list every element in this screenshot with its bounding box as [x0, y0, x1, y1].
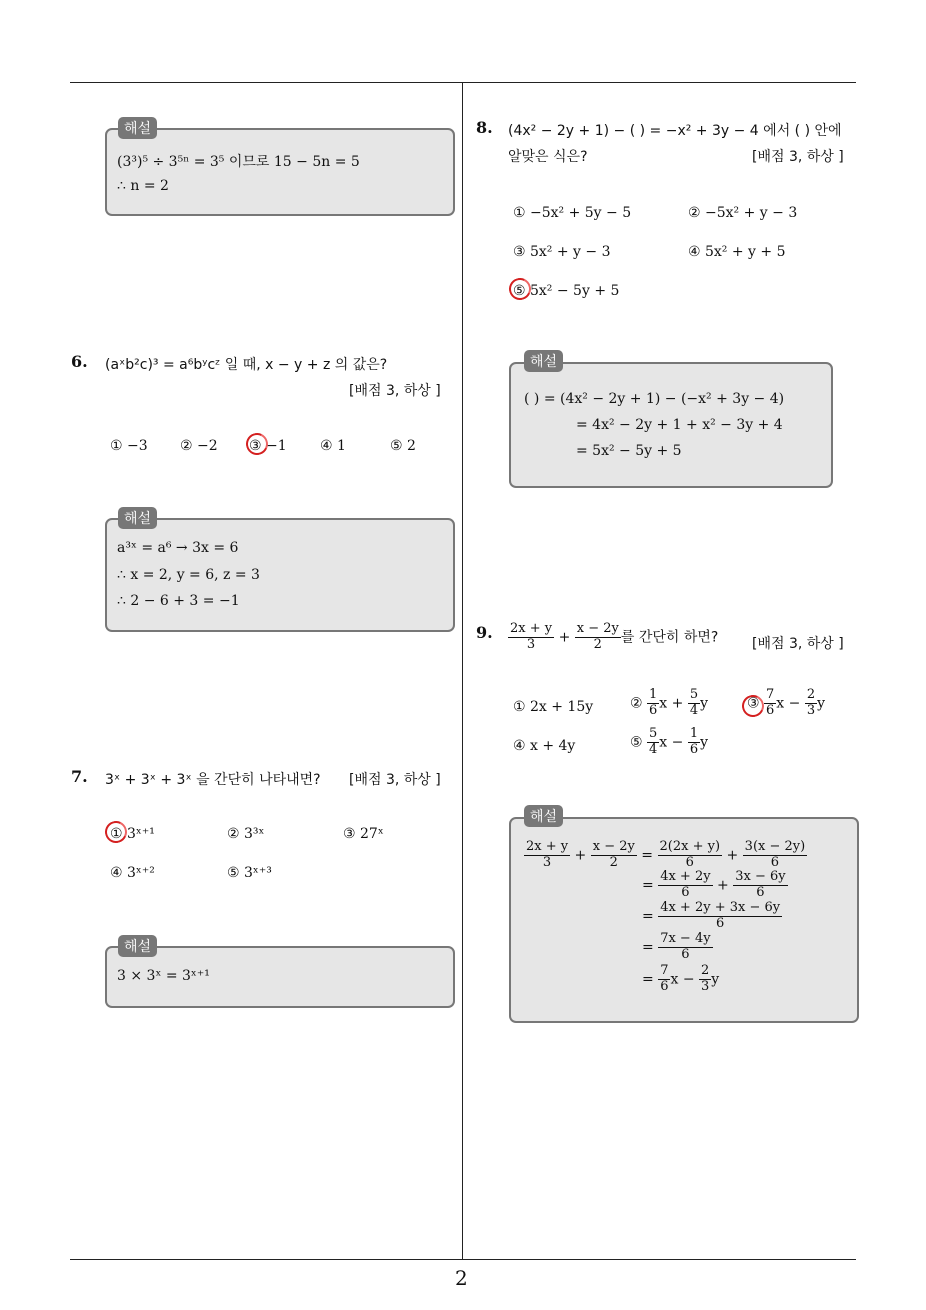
q7-option-5[interactable]: ⑤ 3ˣ⁺³ [227, 865, 272, 881]
q8-stem-line-2: 알맞은 식은? [508, 149, 588, 165]
q8-option-1[interactable]: ① −5x² + 5y − 5 [513, 205, 632, 221]
q9-option-1[interactable]: ① 2x + 15y [513, 699, 594, 715]
q9-option-4[interactable]: ④ x + 4y [513, 738, 576, 754]
q6-solution-line-2: ∴ x = 2, y = 6, z = 3 [117, 567, 260, 583]
q8-score: [배점 3, 하상 ] [752, 149, 844, 165]
q9-solution-line-1: $\frac{2x + y}{3}$ + $\frac{x - 2y}{2}$ = $\frac{2(2x + y)}{6}$ + $\frac{3(x - 2y)}{6}$ [526, 839, 806, 870]
q7-solution-line-1: 3 × 3ˣ = 3ˣ⁺¹ [117, 968, 210, 984]
q9-solution-line-2: = $\frac{4x + 2y}{6}$ + $\frac{3x - 6y}{6}$ [642, 869, 786, 900]
q8-option-5[interactable]: ⑤ 5x² − 5y + 5 [513, 283, 620, 299]
top-rule [70, 82, 856, 83]
q6-solution-line-3: ∴ 2 − 6 + 3 = −1 [117, 593, 240, 609]
q6-option-4[interactable]: ④ 1 [320, 438, 346, 454]
q5-solution-line-1: (3³)⁵ ÷ 3⁵ⁿ = 3⁵ 이므로 15 − 5n = 5 [117, 154, 360, 170]
q6-solution-tag: 해설 [118, 507, 157, 529]
q8-stem-line-1: (4x² − 2y + 1) − ( ) = −x² + 3y − 4 에서 ( ) 안에 [508, 123, 842, 139]
q7-option-2[interactable]: ② 3³ˣ [227, 826, 265, 842]
q9-stem-fraction-2: $\frac{x - 2y}{2}$ [576, 621, 619, 652]
column-divider [462, 82, 463, 1260]
q6-option-2[interactable]: ② −2 [180, 438, 218, 454]
q7-stem: 3ˣ + 3ˣ + 3ˣ 을 간단히 나타내면? [105, 772, 321, 788]
q6-option-5[interactable]: ⑤ 2 [390, 438, 416, 454]
q5-solution-box [105, 128, 455, 216]
q7-option-3[interactable]: ③ 27ˣ [343, 826, 384, 842]
q6-stem: (aˣb²c)³ = a⁶bʸcᶻ 일 때, x − y + z 의 값은? [105, 357, 388, 373]
q9-solution-line-3: = $\frac{4x + 2y + 3x - 6y}{6}$ [642, 900, 781, 931]
q8-solution-line-1: ( ) = (4x² − 2y + 1) − (−x² + 3y − 4) [524, 391, 785, 407]
q9-solution-tag: 해설 [524, 805, 563, 827]
q8-option-3[interactable]: ③ 5x² + y − 3 [513, 244, 611, 260]
q6-number: 6. [71, 352, 88, 371]
q7-solution-tag: 해설 [118, 935, 157, 957]
q9-number: 9. [476, 623, 493, 642]
q9-score: [배점 3, 하상 ] [752, 636, 844, 652]
q5-solution-tag: 해설 [118, 117, 157, 139]
q5-solution-line-2: ∴ n = 2 [117, 178, 169, 194]
q9-stem-fraction-1: $\frac{2x + y}{3}$ [510, 621, 553, 652]
q9-option-5[interactable]: ⑤ $\frac{5}{4}$ x − $\frac{1}{6}$ y [630, 726, 709, 757]
q8-option-2[interactable]: ② −5x² + y − 3 [688, 205, 798, 221]
q6-score: [배점 3, 하상 ] [349, 383, 441, 399]
q9-option-2[interactable]: ② $\frac{1}{6}$ x + $\frac{5}{4}$ y [630, 687, 709, 718]
page-number: 2 [455, 1266, 468, 1290]
q7-option-4[interactable]: ④ 3ˣ⁺² [110, 865, 155, 881]
q9-solution-line-4: = $\frac{7x - 4y}{6}$ [642, 931, 711, 962]
q6-solution-line-1: a³ˣ = a⁶ → 3x = 6 [117, 540, 239, 556]
q8-number: 8. [476, 118, 493, 137]
q7-score: [배점 3, 하상 ] [349, 772, 441, 788]
q9-stem: $\frac{2x + y}{3}$ + $\frac{x - 2y}{2}$ 를 간단히 하면? [510, 621, 719, 652]
bottom-rule [70, 1259, 856, 1260]
q8-solution-tag: 해설 [524, 350, 563, 372]
q7-option-1[interactable]: ① 3ˣ⁺¹ [110, 826, 155, 842]
q9-option-3[interactable]: ③ $\frac{7}{6}$ x − $\frac{2}{3}$ y [747, 687, 826, 718]
q7-number: 7. [71, 767, 88, 786]
q6-option-1[interactable]: ① −3 [110, 438, 148, 454]
q8-solution-line-2: = 4x² − 2y + 1 + x² − 3y + 4 [576, 417, 783, 433]
q8-option-4[interactable]: ④ 5x² + y + 5 [688, 244, 786, 260]
q8-solution-line-3: = 5x² − 5y + 5 [576, 443, 682, 459]
q9-solution-line-5: = $\frac{7}{6}$ x − $\frac{2}{3}$ y [642, 963, 720, 994]
q6-option-3[interactable]: ③ −1 [249, 438, 287, 454]
